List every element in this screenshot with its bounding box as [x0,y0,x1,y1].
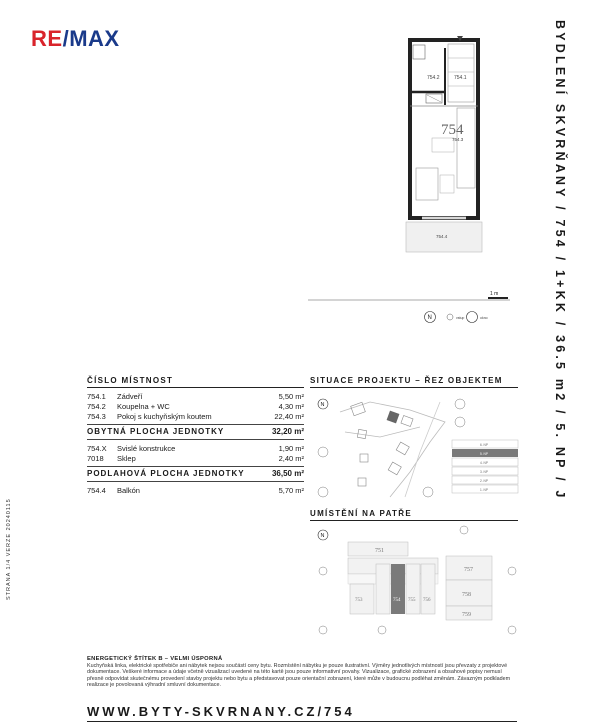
website-link[interactable]: WWW.BYTY-SKVRNANY.CZ/754 [87,704,355,719]
usable-area-value: 32,20 m² [271,427,304,436]
room-area: 22,40 m² [274,412,304,421]
dining-table-icon [432,138,454,152]
extra-area: 2,40 m² [278,454,304,463]
window-legend-icon [467,312,478,323]
floor-area-label: PODLAHOVÁ PLOCHA JEDNOTKY [87,469,245,478]
floor-placement-map [310,524,520,642]
room-name: Pokoj s kuchyňským koutem [117,412,212,421]
unit-label: 754 [393,598,401,603]
room-name: Zádveří [117,392,143,401]
svg-text:N: N [320,533,325,539]
balcony-name: Balkón [117,486,140,495]
balcony-row [87,486,304,496]
room-row [87,412,304,422]
unit-label: 757 [464,567,473,573]
kitchen-counter [457,108,475,188]
vertical-title [545,20,575,520]
floor-label: 2. NP [480,479,488,483]
extra-area: 1,90 m² [278,444,304,453]
unit-label: 756 [423,598,431,603]
balcony-id: 754.4 [87,486,106,495]
situation-rule [310,387,518,388]
toilet-icon [413,45,425,59]
unit-number-plan: 754 [441,122,464,138]
entrance-legend-icon [447,314,453,320]
unit-label: 751 [375,548,384,554]
page-version-text: STRANA 1/4 VERZE 20240115 [6,498,12,600]
unit-label: 755 [408,598,416,603]
rule-2 [87,439,304,440]
room-area: 4,30 m² [278,402,304,411]
unit-label: 759 [462,612,471,618]
disclaimer [87,656,517,689]
unit-label: 753 [355,598,363,603]
floor-label: 3. NP [480,470,488,474]
floor-area [87,469,304,478]
legend-entrance-label: vstup [456,316,465,320]
highlighted-unit [391,564,405,614]
rule-3 [87,466,304,467]
scale-label: 1 m [490,291,499,297]
extra-id: 7018 [87,454,104,463]
room-label-754-2: 754.2 [427,75,440,81]
logo-re: RE [31,26,63,51]
extra-name: Svislé konstrukce [117,444,176,453]
compass-label: N [320,402,325,408]
room-row [87,402,304,412]
room-id: 754.3 [87,412,106,421]
legend-window-label: okno [480,316,488,320]
room-id: 754.2 [87,402,106,411]
floor-label: 6. NP [480,443,488,447]
rooms-rule [87,387,304,388]
extra-id: 754.X [87,444,107,453]
usable-area-label: OBYTNÁ PLOCHA JEDNOTKY [87,427,225,436]
placement-rule [310,520,518,521]
room-label-754-4: 754.4 [436,234,448,239]
usable-area [87,427,304,436]
remax-logo [31,26,120,52]
rooms-title: ČÍSLO MÍSTNOST [87,376,174,385]
energy-label: ENERGETICKÝ ŠTÍTEK B – VELMI ÚSPORNÁ [87,656,223,662]
logo-slash: / [62,26,70,51]
floor-plan [300,30,530,330]
extra-row [87,454,304,464]
rule-4 [87,481,304,482]
room-label-754-3: 754.3 [452,137,464,142]
room-label-754-1: 754.1 [454,75,467,81]
room-row [87,392,304,402]
floor-area-value: 36,50 m² [271,469,304,478]
extra-row [87,444,304,454]
footer-rule [87,721,517,722]
room-id: 754.1 [87,392,106,401]
unit-label: 758 [462,592,471,598]
sofa-icon [416,168,438,200]
floor-label: 5. NP [480,452,488,456]
floor-label: 1. NP [480,488,488,492]
situation-title: SITUACE PROJEKTU – ŘEZ OBJEKTEM [310,376,503,385]
logo-max: MAX [69,26,120,51]
room-name: Koupelna + WC [117,402,170,411]
rule-1 [87,424,304,425]
disclaimer-text: Kuchyňská linka, elektrické spotřebiče ani nábytek nejsou součástí ceny bytu. Rozmístění nábytku je pouze ilustrativní. Výměry jednotlivých místností jsou převzaty z projektové dokumentace. Veškeré informace a údaje včetně vizualizací uvedené na této kartě jsou pouze informativní povahy. Vizualizace, grafické zobrazení a obsahové popisy nemusí přesně odpovídat skutečnému provedení stavby projektu nebo bytu a představovat pouze orientační zobrazení, které může v budoucnu podléhat změnám. Závazným podkladem realizace je povolovaná výhradní smluvní dokumentace. [87,662,511,688]
floor-label: 4. NP [480,461,488,465]
svg-text:N: N [427,315,432,321]
room-area: 5,50 m² [278,392,304,401]
situation-map [310,392,520,504]
placement-title: UMÍSTĚNÍ NA PATŘE [310,509,412,518]
extra-name: Sklep [117,454,136,463]
vertical-title-text: BYDLENÍ SKVRŇANY / 754 / 1+KK / 36.5 m2 / 5. NP / J [553,20,567,501]
balcony-area: 5,70 m² [278,486,304,495]
